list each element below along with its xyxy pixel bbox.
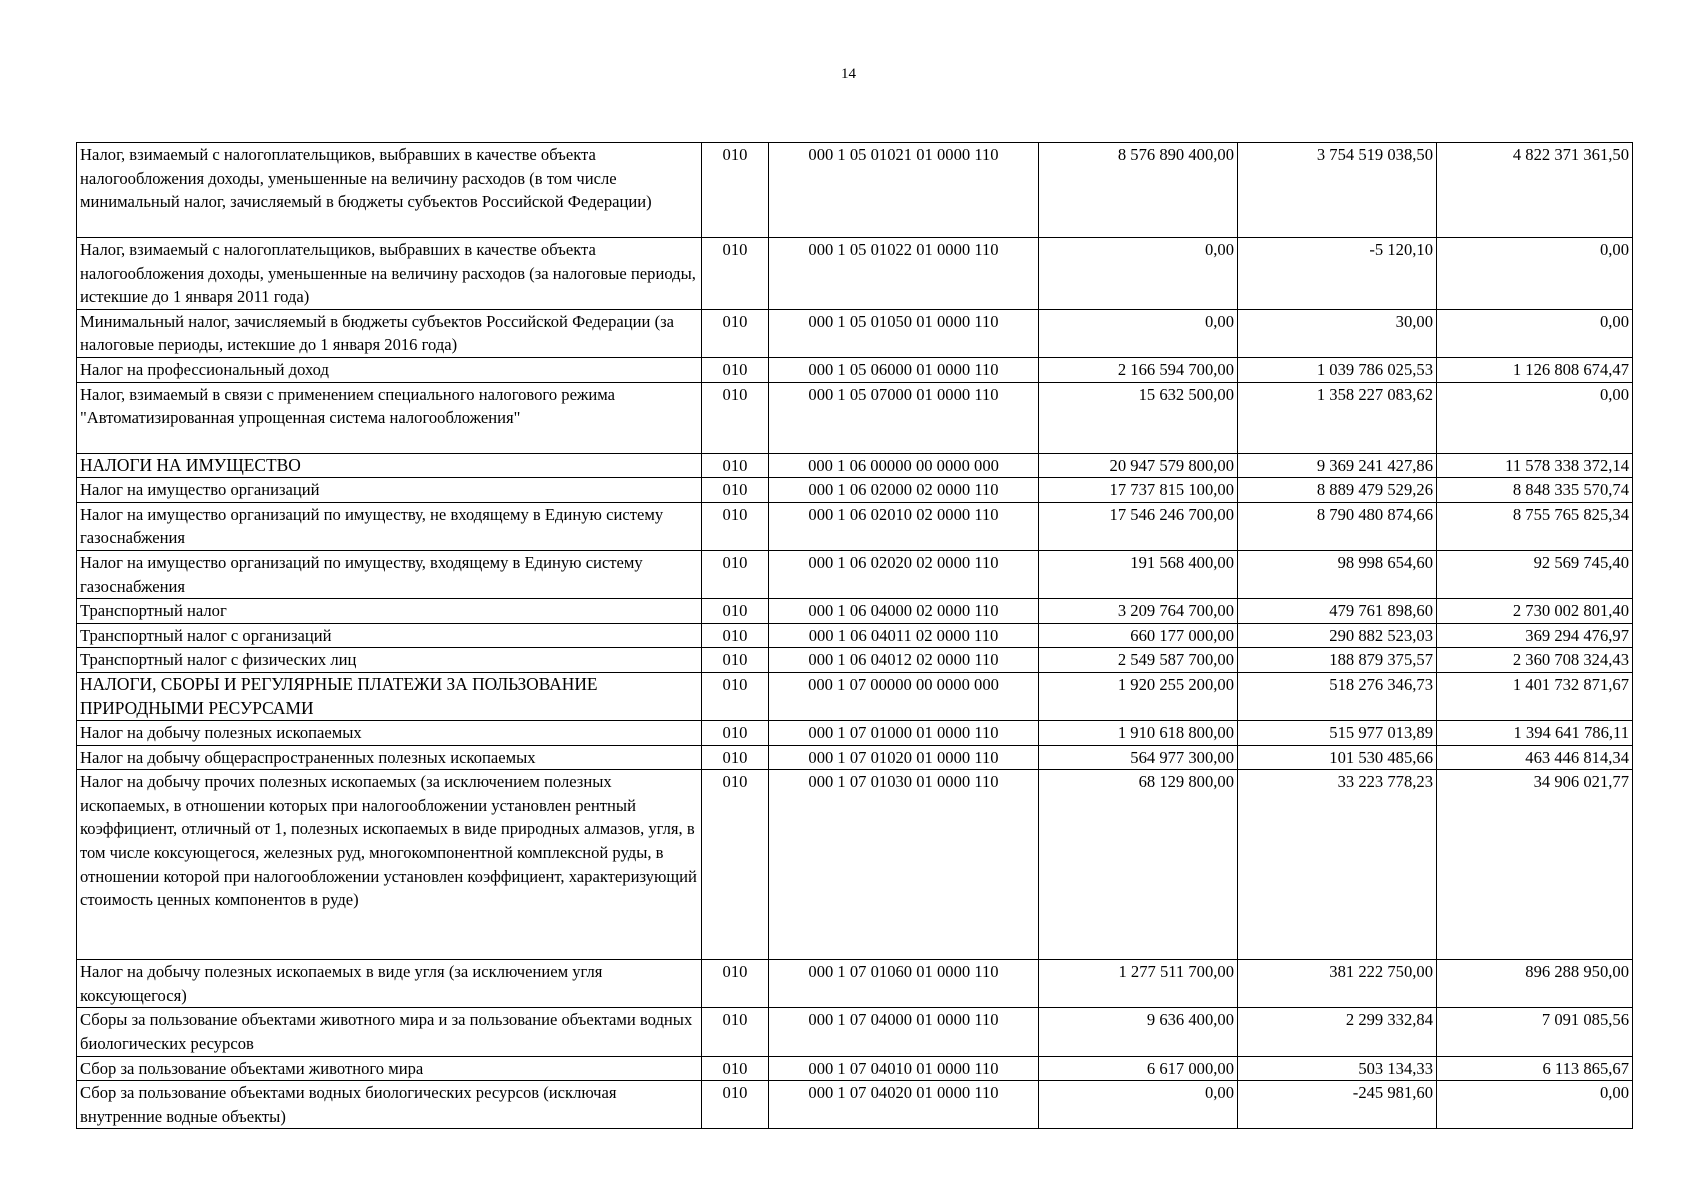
admin-code: 010 [702, 745, 769, 770]
budget-classification-code: 000 1 06 00000 00 0000 000 [769, 453, 1039, 478]
budget-classification-code: 000 1 06 02010 02 0000 110 [769, 502, 1039, 550]
approved-amount: 17 737 815 100,00 [1039, 478, 1238, 503]
table-row [77, 550, 1633, 598]
revenue-table [76, 142, 1633, 1129]
executed-amount: 503 134,33 [1238, 1056, 1437, 1081]
remaining-amount: 0,00 [1437, 382, 1633, 453]
executed-amount: 188 879 375,57 [1238, 648, 1437, 673]
table-row [77, 672, 1633, 720]
table-row [77, 960, 1633, 1008]
approved-amount: 20 947 579 800,00 [1039, 453, 1238, 478]
income-name: Транспортный налог [77, 599, 702, 624]
admin-code: 010 [702, 550, 769, 598]
admin-code: 010 [702, 1008, 769, 1056]
income-name: Налог на имущество организаций [77, 478, 702, 503]
executed-amount: 479 761 898,60 [1238, 599, 1437, 624]
admin-code: 010 [702, 960, 769, 1008]
admin-code: 010 [702, 648, 769, 673]
budget-classification-code: 000 1 07 00000 00 0000 000 [769, 672, 1039, 720]
budget-classification-code: 000 1 07 04020 01 0000 110 [769, 1081, 1039, 1129]
remaining-amount: 2 360 708 324,43 [1437, 648, 1633, 673]
approved-amount: 9 636 400,00 [1039, 1008, 1238, 1056]
admin-code: 010 [702, 238, 769, 310]
executed-amount: 98 998 654,60 [1238, 550, 1437, 598]
approved-amount: 660 177 000,00 [1039, 623, 1238, 648]
remaining-amount: 896 288 950,00 [1437, 960, 1633, 1008]
table-row [77, 599, 1633, 624]
remaining-amount: 8 755 765 825,34 [1437, 502, 1633, 550]
budget-classification-code: 000 1 05 01022 01 0000 110 [769, 238, 1039, 310]
admin-code: 010 [702, 672, 769, 720]
remaining-amount: 369 294 476,97 [1437, 623, 1633, 648]
table-row [77, 309, 1633, 357]
admin-code: 010 [702, 453, 769, 478]
remaining-amount: 0,00 [1437, 309, 1633, 357]
budget-classification-code: 000 1 05 06000 01 0000 110 [769, 357, 1039, 382]
budget-classification-code: 000 1 06 04011 02 0000 110 [769, 623, 1039, 648]
table-row [77, 453, 1633, 478]
approved-amount: 15 632 500,00 [1039, 382, 1238, 453]
remaining-amount: 1 126 808 674,47 [1437, 357, 1633, 382]
approved-amount: 0,00 [1039, 1081, 1238, 1129]
income-name: Налог, взимаемый с налогоплательщиков, выбравших в качестве объекта налогообложения доходы, уменьшенные на величину расходов (за налоговые периоды, истекшие до 1 января 2011 года) [77, 238, 702, 310]
executed-amount: 8 889 479 529,26 [1238, 478, 1437, 503]
budget-classification-code: 000 1 06 04012 02 0000 110 [769, 648, 1039, 673]
admin-code: 010 [702, 721, 769, 746]
remaining-amount: 2 730 002 801,40 [1437, 599, 1633, 624]
income-name: Транспортный налог с физических лиц [77, 648, 702, 673]
remaining-amount: 0,00 [1437, 238, 1633, 310]
admin-code: 010 [702, 502, 769, 550]
executed-amount: 8 790 480 874,66 [1238, 502, 1437, 550]
executed-amount: 381 222 750,00 [1238, 960, 1437, 1008]
executed-amount: 3 754 519 038,50 [1238, 143, 1437, 238]
approved-amount: 564 977 300,00 [1039, 745, 1238, 770]
table-row [77, 502, 1633, 550]
executed-amount: 1 039 786 025,53 [1238, 357, 1437, 382]
income-name: Налог на имущество организаций по имуществу, не входящему в Единую систему газоснабжения [77, 502, 702, 550]
remaining-amount: 1 394 641 786,11 [1437, 721, 1633, 746]
admin-code: 010 [702, 478, 769, 503]
remaining-amount: 1 401 732 871,67 [1437, 672, 1633, 720]
income-name: НАЛОГИ НА ИМУЩЕСТВО [77, 453, 702, 478]
approved-amount: 8 576 890 400,00 [1039, 143, 1238, 238]
executed-amount: 30,00 [1238, 309, 1437, 357]
executed-amount: 518 276 346,73 [1238, 672, 1437, 720]
executed-amount: 1 358 227 083,62 [1238, 382, 1437, 453]
admin-code: 010 [702, 309, 769, 357]
budget-classification-code: 000 1 06 04000 02 0000 110 [769, 599, 1039, 624]
income-name: Транспортный налог с организаций [77, 623, 702, 648]
income-name: Налог на имущество организаций по имуществу, входящему в Единую систему газоснабжения [77, 550, 702, 598]
table-row [77, 770, 1633, 960]
admin-code: 010 [702, 1081, 769, 1129]
income-name: Налог, взимаемый с налогоплательщиков, выбравших в качестве объекта налогообложения доходы, уменьшенные на величину расходов (в том числе минимальный налог, зачисляемый в бюджеты субъектов Российской Федерации) [77, 143, 702, 238]
table-row [77, 648, 1633, 673]
budget-classification-code: 000 1 05 01050 01 0000 110 [769, 309, 1039, 357]
budget-classification-code: 000 1 07 01030 01 0000 110 [769, 770, 1039, 960]
table-row [77, 238, 1633, 310]
approved-amount: 2 549 587 700,00 [1039, 648, 1238, 673]
table-row [77, 382, 1633, 453]
admin-code: 010 [702, 1056, 769, 1081]
remaining-amount: 92 569 745,40 [1437, 550, 1633, 598]
table-row [77, 357, 1633, 382]
approved-amount: 3 209 764 700,00 [1039, 599, 1238, 624]
budget-classification-code: 000 1 07 01020 01 0000 110 [769, 745, 1039, 770]
income-name: Налог на профессиональный доход [77, 357, 702, 382]
income-name: Налог на добычу полезных ископаемых [77, 721, 702, 746]
table-row [77, 623, 1633, 648]
executed-amount: 290 882 523,03 [1238, 623, 1437, 648]
table-row [77, 1081, 1633, 1129]
approved-amount: 68 129 800,00 [1039, 770, 1238, 960]
budget-classification-code: 000 1 06 02000 02 0000 110 [769, 478, 1039, 503]
budget-classification-code: 000 1 05 07000 01 0000 110 [769, 382, 1039, 453]
executed-amount: -5 120,10 [1238, 238, 1437, 310]
budget-classification-code: 000 1 07 04000 01 0000 110 [769, 1008, 1039, 1056]
income-name: Сбор за пользование объектами животного мира [77, 1056, 702, 1081]
approved-amount: 6 617 000,00 [1039, 1056, 1238, 1081]
admin-code: 010 [702, 623, 769, 648]
remaining-amount: 4 822 371 361,50 [1437, 143, 1633, 238]
income-name: Налог, взимаемый в связи с применением специального налогового режима "Автоматизированная упрощенная система налогообложения" [77, 382, 702, 453]
admin-code: 010 [702, 357, 769, 382]
income-name: Минимальный налог, зачисляемый в бюджеты субъектов Российской Федерации (за налоговые периоды, истекшие до 1 января 2016 года) [77, 309, 702, 357]
executed-amount: 515 977 013,89 [1238, 721, 1437, 746]
budget-classification-code: 000 1 07 04010 01 0000 110 [769, 1056, 1039, 1081]
executed-amount: -245 981,60 [1238, 1081, 1437, 1129]
executed-amount: 101 530 485,66 [1238, 745, 1437, 770]
executed-amount: 33 223 778,23 [1238, 770, 1437, 960]
page-number: 14 [841, 66, 856, 82]
approved-amount: 17 546 246 700,00 [1039, 502, 1238, 550]
remaining-amount: 34 906 021,77 [1437, 770, 1633, 960]
income-name: Налог на добычу общераспространенных полезных ископаемых [77, 745, 702, 770]
admin-code: 010 [702, 143, 769, 238]
approved-amount: 0,00 [1039, 238, 1238, 310]
remaining-amount: 8 848 335 570,74 [1437, 478, 1633, 503]
budget-classification-code: 000 1 05 01021 01 0000 110 [769, 143, 1039, 238]
remaining-amount: 0,00 [1437, 1081, 1633, 1129]
table-row [77, 745, 1633, 770]
table-row [77, 1056, 1633, 1081]
table-row [77, 143, 1633, 238]
approved-amount: 1 910 618 800,00 [1039, 721, 1238, 746]
table-row [77, 721, 1633, 746]
executed-amount: 9 369 241 427,86 [1238, 453, 1437, 478]
remaining-amount: 463 446 814,34 [1437, 745, 1633, 770]
income-name: Налог на добычу полезных ископаемых в виде угля (за исключением угля коксующегося) [77, 960, 702, 1008]
approved-amount: 1 920 255 200,00 [1039, 672, 1238, 720]
budget-classification-code: 000 1 07 01000 01 0000 110 [769, 721, 1039, 746]
admin-code: 010 [702, 770, 769, 960]
income-name: Сборы за пользование объектами животного мира и за пользование объектами водных биологических ресурсов [77, 1008, 702, 1056]
admin-code: 010 [702, 382, 769, 453]
approved-amount: 2 166 594 700,00 [1039, 357, 1238, 382]
table-row [77, 478, 1633, 503]
remaining-amount: 11 578 338 372,14 [1437, 453, 1633, 478]
approved-amount: 1 277 511 700,00 [1039, 960, 1238, 1008]
approved-amount: 191 568 400,00 [1039, 550, 1238, 598]
budget-classification-code: 000 1 07 01060 01 0000 110 [769, 960, 1039, 1008]
income-name: Сбор за пользование объектами водных биологических ресурсов (исключая внутренние водные объекты) [77, 1081, 702, 1129]
income-name: Налог на добычу прочих полезных ископаемых (за исключением полезных ископаемых, в отношении которых при налогообложении установлен рентный коэффициент, отличный от 1, полезных ископаемых в виде природных алмазов, угля, в том числе коксующегося, железных руд, многокомпонентной комплексной руды, в отношении которой при налогообложении установлен коэффициент, характеризующий стоимость ценных компонентов в руде) [77, 770, 702, 960]
remaining-amount: 7 091 085,56 [1437, 1008, 1633, 1056]
approved-amount: 0,00 [1039, 309, 1238, 357]
table-row [77, 1008, 1633, 1056]
income-name: НАЛОГИ, СБОРЫ И РЕГУЛЯРНЫЕ ПЛАТЕЖИ ЗА ПОЛЬЗОВАНИЕ ПРИРОДНЫМИ РЕСУРСАМИ [77, 672, 702, 720]
remaining-amount: 6 113 865,67 [1437, 1056, 1633, 1081]
admin-code: 010 [702, 599, 769, 624]
budget-classification-code: 000 1 06 02020 02 0000 110 [769, 550, 1039, 598]
executed-amount: 2 299 332,84 [1238, 1008, 1437, 1056]
